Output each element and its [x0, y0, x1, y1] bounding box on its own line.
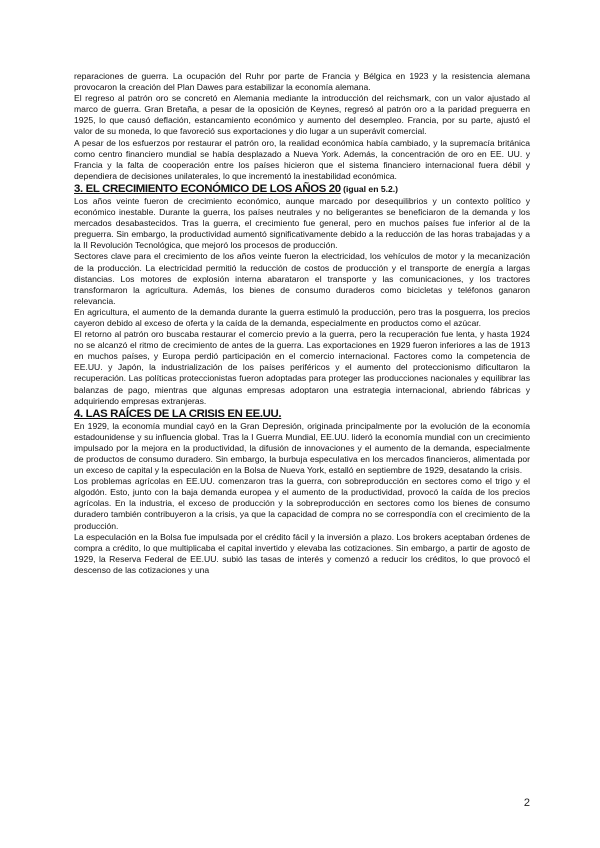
- paragraph: Sectores clave para el crecimiento de los años veinte fueron la electricidad, los vehículos de motor y la mecanización de la producción. La electricidad permitió la reducción de costos de producción y el transporte de energía a largas distancias. Los motores de explosión interna abarataron el transporte y las comunicaciones, y los tractores transformaron la agricultura. Además, los bienes de consumo duraderos como bicicletas y teléfonos ganaron relevancia.: [74, 251, 530, 306]
- paragraph: En 1929, la economía mundial cayó en la Gran Depresión, originada principalmente por la evolución de la economía estadounidense y su influencia global. Tras la I Guerra Mundial, EE.UU. lideró la economía mundial con un crecimiento impulsado por la mejora en la productividad, la difusión de innovaciones y el aumento de la demanda, especialmente de productos de consumo duradero. Sin embargo, la burbuja especulativa en los mercados financieros, alimentada por un exceso de capital y la especulación en la Bolsa de Nueva York, estalló en septiembre de 1929, desatando la crisis.: [74, 420, 530, 476]
- paragraph: La especulación en la Bolsa fue impulsada por el crédito fácil y la inversión a plazo. Los brokers aceptaban órdenes de compra a crédito, lo que multiplicaba el capital invertido y elevaba las cotizaciones. Sin embargo, a partir de agosto de 1929, la Reserva Federal de EE.UU. subió las tasas de interés y comenzó a reducir los créditos, lo que provocó el descenso de las cotizaciones y una: [74, 531, 530, 575]
- section-note: (igual en 5.2.): [340, 183, 399, 194]
- paragraph: El retorno al patrón oro buscaba restaurar el comercio previo a la guerra, pero la recuperación fue lenta, y hasta 1924 no se alcanzó el ritmo de crecimiento de antes de la guerra. Las exportaciones en 1929 fueron inferiores a las de 1913 en muchos países, y Europa perdió participación en el comercio internacional. Factores como la competencia de EE.UU. y Japón, la industrialización de los países periféricos y el aumento del proteccionismo dificultaron la recuperación. Las políticas proteccionistas fueron adoptadas para proteger las producciones nacionales y equilibrar las balanzas de pago, mientras que algunas empresas adoptaron una estrategia internacional, abriendo fábricas y adquiriendo empresas extranjeras.: [74, 329, 530, 406]
- paragraph: En agricultura, el aumento de la demanda durante la guerra estimuló la producción, pero tras la posguerra, los precios cayeron debido al exceso de oferta y la caída de la demanda, especialmente en productos como el azúcar.: [74, 306, 530, 328]
- section-title: 3. EL CRECIMIENTO ECONÓMICO DE LOS AÑOS 20: [74, 182, 341, 195]
- paragraph: Los problemas agrícolas en EE.UU. comenzaron tras la guerra, con sobreproducción en sectores como el trigo y el algodón. Esto, junto con la baja demanda europea y el aumento de la productividad, provocó la caída de los precios agrícolas. En la industria, el exceso de producción y la sobreproducción en sectores como los bienes de consumo duradero también contribuyeron a la crisis, ya que la capacidad de compra no se correspondía con el crecimiento de la producción.: [74, 476, 530, 531]
- section-heading-3: [74, 182, 530, 196]
- paragraph: El regreso al patrón oro se concretó en Alemania mediante la introducción del reichsmark, con un valor ajustado al marco de guerra. Gran Bretaña, a pesar de la oposición de Keynes, regresó al patrón oro a la paridad preguerra en 1925, lo que causó deflación, estancamiento económico y aumento del desempleo. Francia, por su parte, ajustó el valor de su moneda, lo que favoreció sus exportaciones y dio lugar a un superávit comercial.: [74, 93, 530, 137]
- paragraph: A pesar de los esfuerzos por restaurar el patrón oro, la realidad económica había cambiado, y la supremacía británica como centro financiero mundial se había desplazado a Nueva York. Además, la concentración de oro en EE. UU. y Francia y la falta de cooperación entre los países hicieron que el sistema financiero internacional fuera débil y dependiera de decisiones unilaterales, lo que incrementó la inestabilidad económica.: [74, 137, 530, 181]
- page-number: 2: [523, 797, 530, 809]
- paragraph: reparaciones de guerra. La ocupación del Ruhr por parte de Francia y Bélgica en 1923 y la resistencia alemana provocaron la creación del Plan Dawes para estabilizar la economía alemana.: [74, 71, 530, 93]
- paragraph: Los años veinte fueron de crecimiento económico, aunque marcado por desequilibrios y un contexto político y económico inestable. Durante la guerra, los países neutrales y no beligerantes se beneficiaron de la demanda y los mercados desabastecidos. Tras la guerra, el crecimiento fue general, pero en muchos países fue inferior al de la preguerra. Sin embargo, la productividad aumentó significativamente debido a la reducción de las horas trabajadas y a la II Revolución Tecnológica, que mejoró los procesos de producción.: [74, 195, 530, 251]
- section-title: 4. LAS RAÍCES DE LA CRISIS EN EE.UU.: [74, 407, 282, 420]
- section-heading-4: [74, 407, 530, 421]
